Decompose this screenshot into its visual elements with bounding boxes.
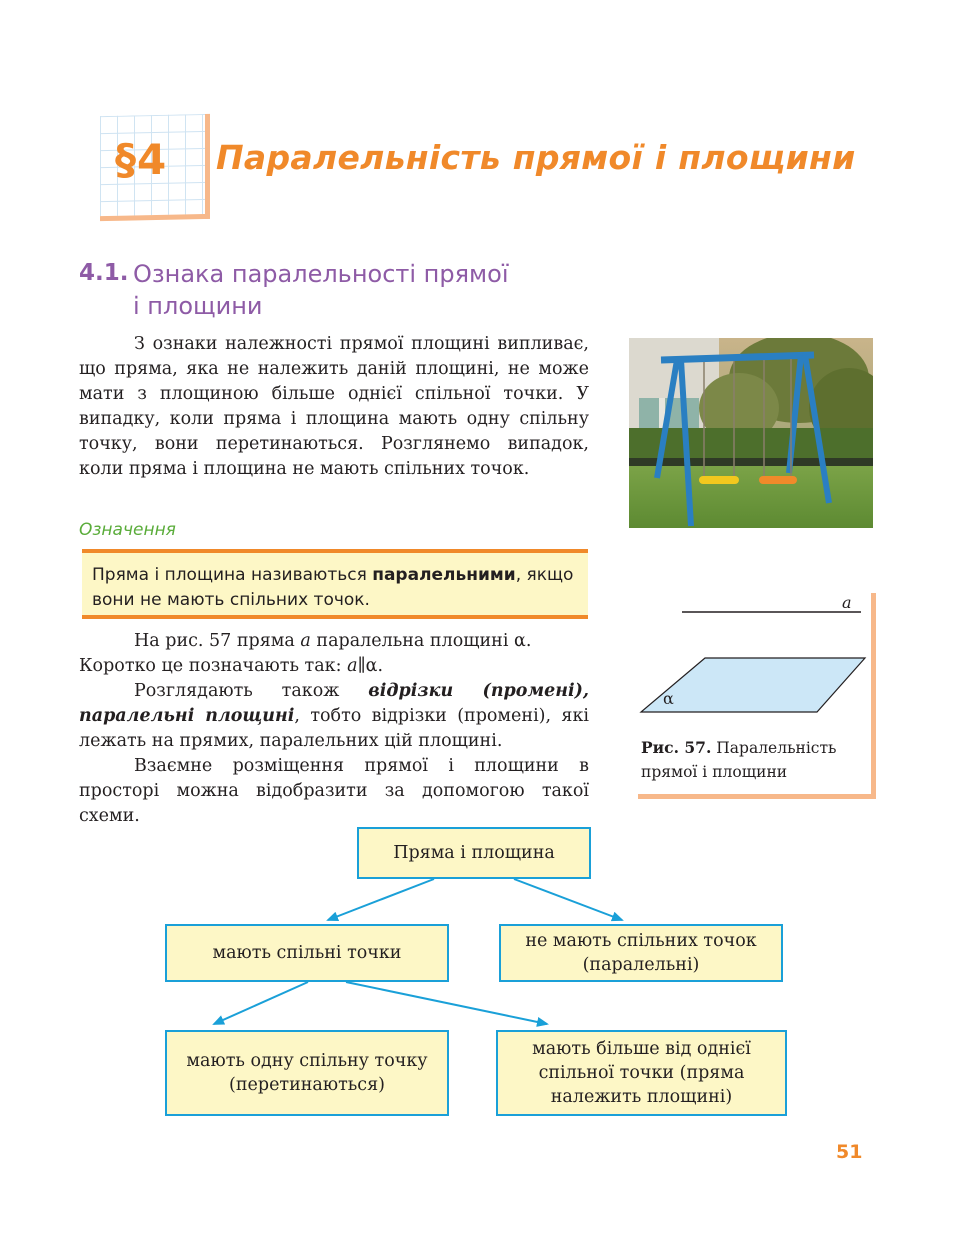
figure-caption-number: Рис. 57.	[641, 738, 712, 757]
notation-alpha: α	[365, 656, 378, 676]
page-number: 51	[836, 1141, 863, 1163]
arrow-left-right	[346, 982, 547, 1024]
chapter-number: §4	[115, 135, 168, 184]
line-var-a: a	[300, 631, 311, 651]
notation-a: a	[347, 656, 358, 676]
arrow-left-left	[214, 982, 308, 1024]
scheme-root-box: Пряма і площина	[357, 827, 591, 879]
notation-line1: На рис. 57 пряма a паралельна площині α.	[134, 631, 532, 651]
arrow-root-left	[328, 879, 434, 920]
section-number: 4.1.	[79, 260, 129, 286]
scheme-lies-in-plane-box: мають більше від однієї спільної точки (пряма належить площині)	[496, 1030, 787, 1116]
segments-term: відрізки (промені), паралельні площині	[79, 681, 590, 726]
parallel-symbol: ∥	[357, 656, 366, 676]
scheme-intro-paragraph: Взаємне розміщення прямої і площини в просторі можна відобразити за допомогою такої схеми.	[79, 756, 589, 826]
scheme-parallel-box: не мають спільних точок (паралельні)	[499, 924, 783, 982]
definition-text-before: Пряма і площина називаються	[92, 565, 373, 585]
figure-caption-text: Паралельність прямої і площини	[641, 739, 837, 781]
intro-paragraph-text: З ознаки належності прямої площині випливає, що пряма, яка не належить даній площині, не може мати з площиною більше однієї спільної точки. У випадку, коли пряма і площина мають одну спільну точку, вони перетинаються. Розглянемо випадок, коли пряма і площина не мають спільних точок.	[79, 334, 589, 479]
chapter-title: Паралельність прямої і площини	[216, 138, 856, 177]
definition-term: паралельними	[372, 565, 516, 585]
definition-text-after: , якщо вони не мають спільних точок.	[92, 565, 574, 610]
scheme-common-points-box: мають спільні точки	[165, 924, 449, 982]
plane-alpha-label: α	[663, 689, 674, 708]
scheme-intersect-box: мають одну спільну точку (перетинаються)	[165, 1030, 449, 1116]
notation-line2: Коротко це позначають так: a∥α.	[79, 656, 384, 676]
section-title-line2: і площини	[133, 292, 263, 320]
plane-var-alpha: α	[514, 631, 526, 651]
section-title-line1: Ознака паралельності прямої	[133, 260, 509, 288]
line-a-label: a	[842, 593, 852, 612]
segments-paragraph: Розглядають також відрізки (промені), паралельні площині, тобто відрізки (промені), які лежать на прямих, паралельних цій площині.	[79, 681, 590, 751]
definition-label: Означення	[79, 520, 176, 540]
arrow-root-right	[514, 879, 622, 920]
